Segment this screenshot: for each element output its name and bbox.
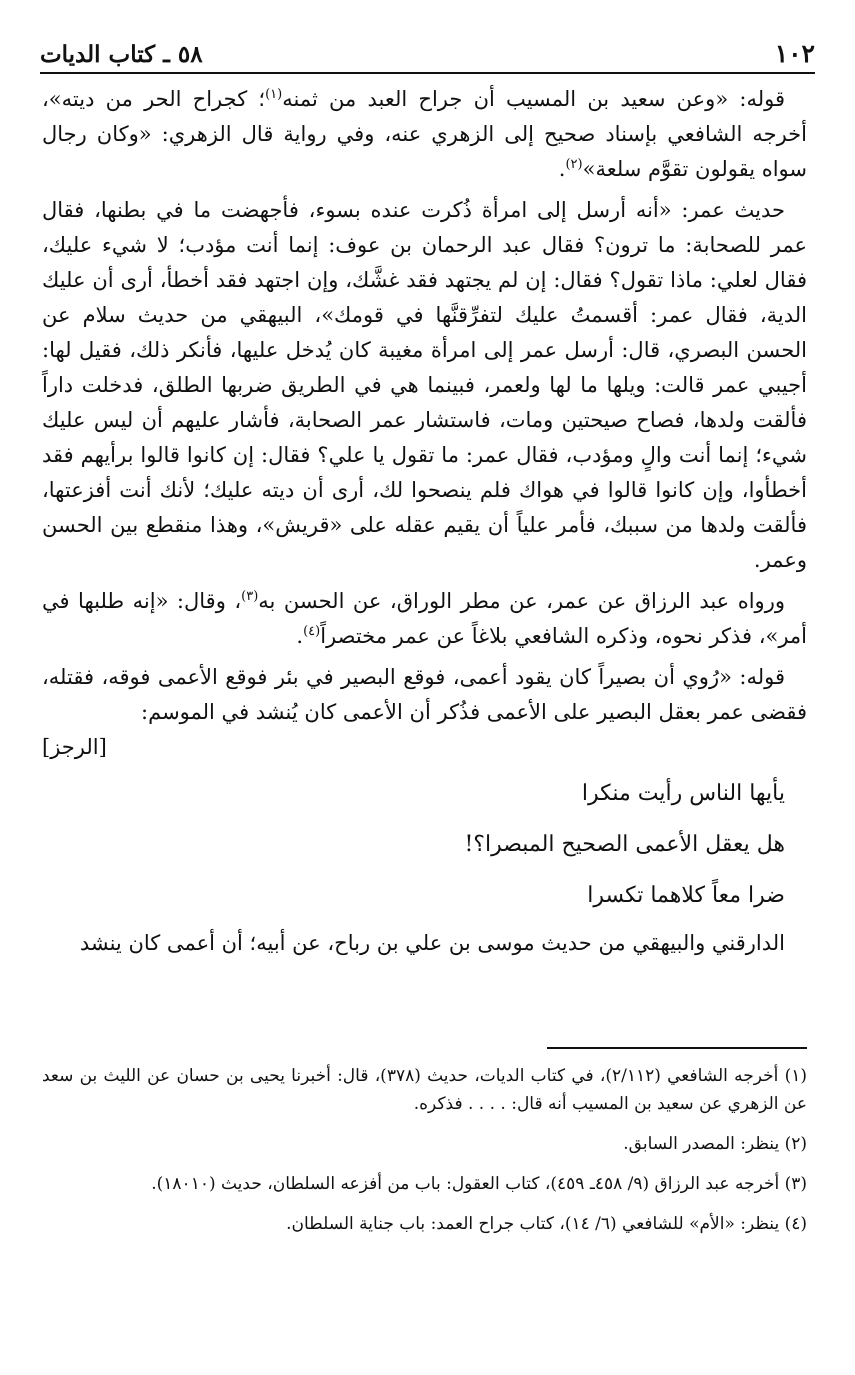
footnote-marker: (٢) (565, 157, 583, 172)
paragraph: حديث عمر: «أنه أرسل إلى امرأة ذُكرت عنده بسوء، فأجهضت ما في بطنها، فقال عمر للصحابة: ما ترون؟ فقال عبد الرحمان بن عوف: إنما أنت مؤدب؛ لا شيء عليك، فقال لعلي: ماذا تقول؟ فقال: إن لم يجتهد فقد غشَّك، وإن اجتهد فقد أخطأ، أرى أن عليك الدية، فقال عمر: أقسمتُ عليك لتفرِّقنَّها في قومك»، البيهقي من حديث سلام عن الحسن البصري، قال: أرسل عمر إلى امرأة مغيبة كان يُدخل عليها، فأنكر ذلك، فقيل لها: أجيبي عمر قالت: ويلها ما لها ولعمر، فبينما هي في الطريق ضربها الطلق، فدخلت داراً فألقت ولدها، فصاح صيحتين ومات، فاستشار عمر الصحابة، فأشار عليهم أن ليس عليك شيء؛ إنما أنت والٍ ومؤدب، فقال عمر: ما تقول يا علي؟ فقال: إن كانوا قالوا برأيهم فقد أخطأوا، وإن كانوا قالوا في هواك فلم ينصحوا لك، أرى أن ديته عليك؛ لأنك أنت أفزعتها، فألقت ولدها من سببك، فأمر علياً أن يقيم عقله على «قريش»، وهذا منقطع بين الحسن وعمر. (42, 198, 807, 572)
verse-line: ضرا معاً كلاهما تكسرا (587, 883, 785, 908)
footnote-marker: (٣) (241, 589, 259, 604)
footnotes (42, 1062, 807, 1250)
verse-line: يأيها الناس رأيت منكرا (581, 781, 785, 806)
paragraph: قوله: «رُوي أن بصيراً كان يقود أعمى، فوقع البصير في بئر فوقع الأعمى فوقه، فقتله، فقضى عمر بعقل البصير على الأعمى فذُكر أن الأعمى كان يُنشد في الموسم: (42, 665, 807, 724)
running-title: ٥٨ ـ كتاب الديات (40, 41, 203, 68)
paragraph: ورواه عبد الرزاق عن عمر، عن مطر الوراق، عن الحسن به$^{(٣)}$، وقال: «إنه طلبها في أمر»، فذكر نحوه، وذكره الشافعي بلاغاً عن عمر مختصراً$^{(٤)}$. (42, 589, 807, 648)
page-number: ١٠٢ (774, 39, 815, 68)
footnote: (١) أخرجه الشافعي (٢/١١٢)، في كتاب الديات، حديث (٣٧٨)، قال: أخبرنا يحيى بن حسان عن الليث بن سعد عن الزهري عن سعيد بن المسيب أنه قال: . . . . فذكره. (42, 1066, 807, 1114)
footnote: (٤) ينظر: «الأم» للشافعي (٦/ ١٤)، كتاب جراح العمد: باب جناية السلطان. (286, 1214, 807, 1234)
footnote-marker: (١) (265, 87, 283, 102)
page-header (40, 34, 815, 74)
verse-meter-label: [الرجز] (42, 735, 107, 759)
verse-line: هل يعقل الأعمى الصحيح المبصرا؟! (464, 832, 785, 857)
paragraph: الدارقني والبيهقي من حديث موسى بن علي بن رباح، عن أبيه؛ أن أعمى كان ينشد (79, 931, 785, 955)
paragraph: قوله: «وعن سعيد بن المسيب أن جراح العبد من ثمنه$^{(١)}$؛ كجراح الحر من ديته»، أخرجه الشافعي بإسناد صحيح إلى الزهري عنه، وفي رواية قال الزهري: «وكان رجال سواه يقولون تقوَّم سلعة»$^{(٢)}$. (42, 87, 807, 181)
footnote: (٣) أخرجه عبد الرزاق (٩/ ٤٥٨ـ ٤٥٩)، كتاب العقول: باب من أفزعه السلطان، حديث (١٨٠١٠). (151, 1174, 807, 1194)
footnote-marker: (٤) (303, 624, 321, 639)
main-text (42, 82, 807, 967)
footnote-separator (547, 1047, 807, 1049)
footnote: (٢) ينظر: المصدر السابق. (623, 1134, 807, 1154)
